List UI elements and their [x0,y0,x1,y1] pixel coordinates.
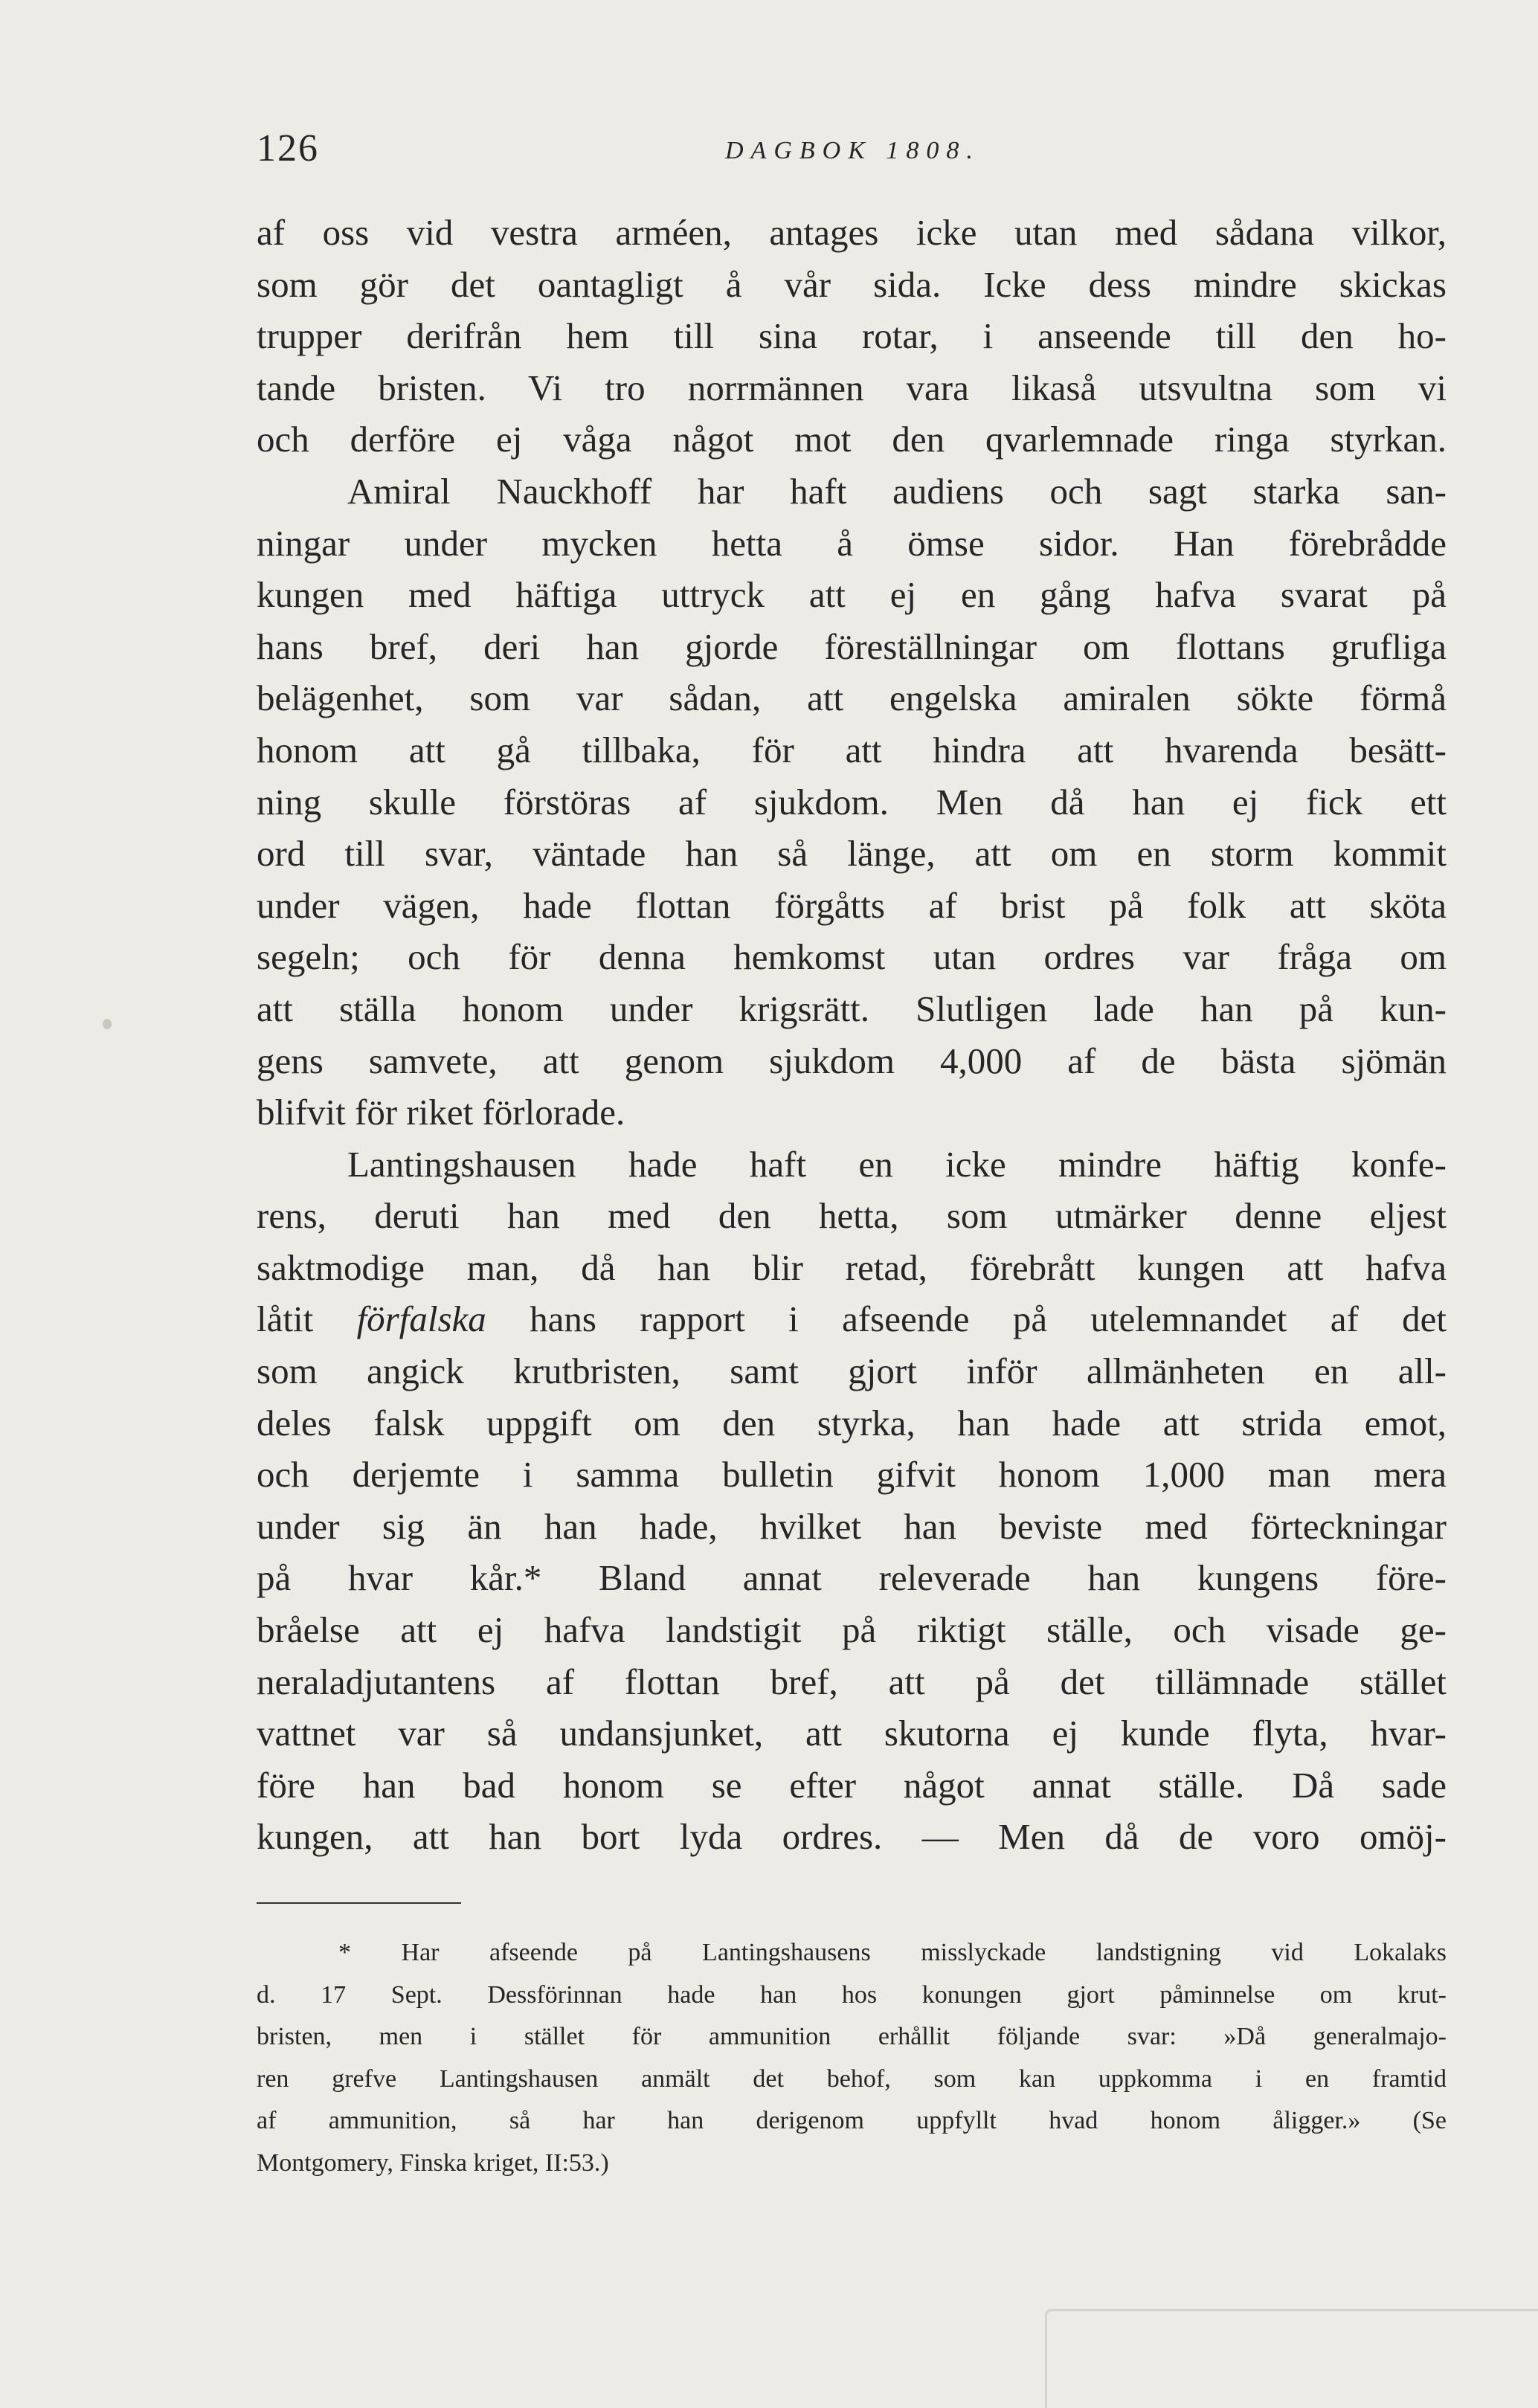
text-line: och derföre ej våga något mot den qvarlemnade ringa styrkan. [257,419,1447,460]
footnote-line: ren grefve Lantingshausen anmält det behof, som kan uppkomma i en framtid [257,2064,1447,2093]
text-line: blifvit för riket förlorade. [257,1092,625,1133]
text-line: saktmodige man, då han blir retad, förebrått kungen att hafva [257,1246,1447,1288]
text-line: bråelse att ej hafva landstigit på riktigt ställe, och visade ge- [257,1609,1447,1651]
text-line: att ställa honom under krigsrätt. Slutligen lade han på kun- [257,988,1447,1029]
text-line: på hvar kår.* Bland annat releverade han kungens före- [257,1557,1447,1599]
text-line: kungen, att han bort lyda ordres. — Men då de voro omöj- [257,1816,1447,1858]
text-line: honom att gå tillbaka, för att hindra att hvarenda besätt- [257,729,1447,770]
running-head: DAGBOK 1808. [725,137,980,164]
text-line: under sig än han hade, hvilket han beviste med förteckningar [257,1505,1447,1547]
text-line: Lantingshausen hade haft en icke mindre häftig konfe- [347,1143,1447,1185]
footnote-line: * Har afseende på Lantingshausens misslyckade landstigning vid Lokalaks [338,1939,1447,1966]
text-line: som gör det oantagligt å vår sida. Icke dess mindre skickas [257,263,1447,305]
page-header [257,126,1447,186]
page-corner-mark [1045,2309,1538,2408]
body-text [257,207,1447,1863]
text-line: före han bad honom se efter något annat ställe. Då sade [257,1764,1447,1806]
text-line: neraladjutantens af flottan bref, att på det tillämnade stället [257,1661,1447,1702]
text-line: vattnet var så undansjunket, att skutorna ej kunde flyta, hvar- [257,1713,1447,1754]
emphasis: förfalska [356,1298,486,1340]
page-number: 126 [257,127,319,170]
text-line: rens, deruti han med den hetta, som utmärker denne eljest [257,1195,1447,1237]
text-line: belägenhet, som var sådan, att engelska amiralen sökte förmå [257,677,1447,719]
text-line: kungen med häftiga uttryck att ej en gång hafva svarat på [257,574,1447,616]
footnote-line: Montgomery, Finska kriget, II:53.) [257,2148,609,2177]
text-line: segeln; och för denna hemkomst utan ordres var fråga om [257,936,1447,978]
footnote-text [257,1932,1447,2185]
text-line: som angick krutbristen, samt gjort inför allmänheten en all- [257,1351,1447,1392]
text-line: hans bref, deri han gjorde föreställningar om flottans grufliga [257,625,1447,667]
text-line: Amiral Nauckhoff har haft audiens och sagt starka san- [347,470,1447,512]
text-line: deles falsk uppgift om den styrka, han hade att strida emot, [257,1402,1447,1443]
text-line: gens samvete, att genom sjukdom 4,000 af de bästa sjömän [257,1040,1447,1081]
text-line: och derjemte i samma bulletin gifvit honom 1,000 man mera [257,1454,1447,1496]
text-line: ord till svar, väntade han så länge, att om en storm kommit [257,833,1447,875]
footnote-line: af ammunition, så har han derigenom uppfyllt hvad honom åligger.» (Se [257,2107,1447,2135]
margin-stain [103,1019,112,1029]
text-line: under vägen, hade flottan förgåtts af brist på folk att sköta [257,884,1447,926]
text-line: af oss vid vestra arméen, antages icke utan med sådana vilkor, [257,212,1447,253]
text-line: trupper derifrån hem till sina rotar, i anseende till den ho- [257,315,1447,357]
text-line: tande bristen. Vi tro norrmännen vara likaså utsvultna som vi [257,367,1447,408]
text-line: låtit förfalska hans rapport i afseende på utelemnandet af det [257,1298,1447,1340]
footnote-rule [257,1902,461,1904]
text-line: ningar under mycken hetta å ömse sidor. Han förebrådde [257,522,1447,564]
footnote-line: d. 17 Sept. Dessförinnan hade han hos konungen gjort påminnelse om krut- [257,1980,1447,2009]
text-line: ning skulle förstöras af sjukdom. Men då han ej fick ett [257,781,1447,822]
footnote-line: bristen, men i stället för ammunition erhållit följande svar: »Då generalmajo- [257,2023,1447,2051]
